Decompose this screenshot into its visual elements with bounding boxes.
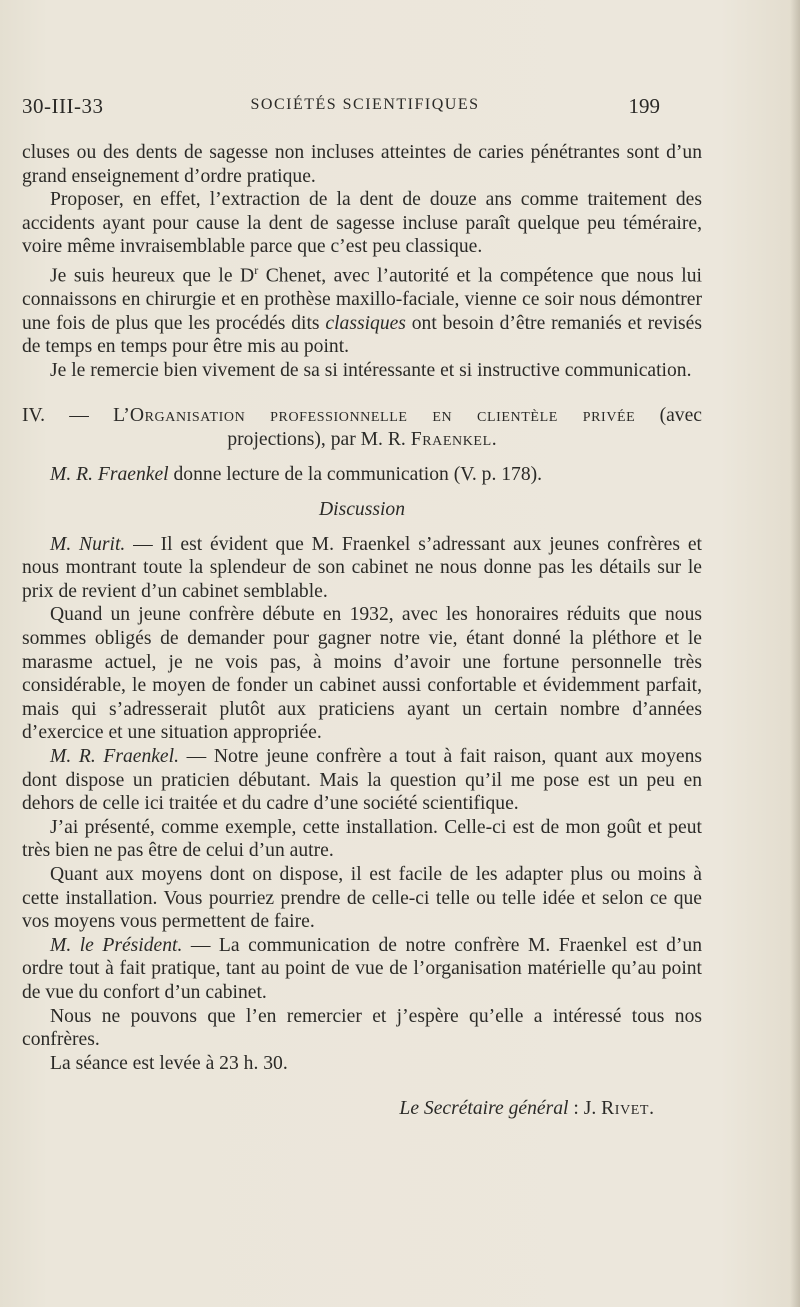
paragraph: J’ai présenté, comme exemple, cette installation. Celle-ci est de mon goût et peut très bien ne pas être de celui d’un autre. <box>22 816 702 862</box>
paragraph-nurit: M. Nurit. — Il est évident que M. Fraenkel s’adressant aux jeunes confrères et nous montrant toute la splendeur de son cabinet ne nous donne pas les détails sur le prix de revient d’un cabinet semblable. <box>22 533 702 602</box>
paragraph: Quand un jeune confrère débute en 1932, avec les honoraires réduits que nous sommes obligés de demander pour gagner notre vie, étant donné la pléthore et le marasme actuel, je ne vois pas, à moins d’avoir une fortune personnelle très considérable, le moyen de fonder un cabinet aussi confortable et évidemment parfait, mais qui s’adresserait plutôt aux praticiens ayant un certain nombre d’années d’exercice et une situation appropriée. <box>22 604 702 744</box>
paragraph-fraenkel: M. R. Fraenkel. — Notre jeune confrère a tout à fait raison, quant aux moyens dont dispose un praticien débutant. Mais la question qu’il me pose est un peu en dehors de celle ici traitée et du cadre d’une société scientifique. <box>22 746 703 815</box>
header-date: 30-III-33 <box>22 94 104 118</box>
page-edge-shadow <box>790 0 800 1307</box>
signature: Le Secrétaire général : J. Rivet. <box>399 1098 654 1120</box>
page-body <box>22 141 702 1121</box>
discussion-heading: Discussion <box>318 499 405 521</box>
lecture-line: M. R. Fraenkel donne lecture de la communication (V. p. 178). <box>50 464 543 486</box>
paragraph-president: M. le Président. — La communication de notre confrère M. Fraenkel est d’un ordre tout à fait pratique, tant au point de vue de l’organisation matérielle qu’au point de vue du confort d’un cabinet. <box>22 934 702 1003</box>
paragraph: La séance est levée à 23 h. 30. <box>50 1052 288 1074</box>
page-number: 199 <box>628 94 660 118</box>
paragraph: Je suis heureux que le $D^r$ Chenet, avec l’autorité et la compétence que nous lui connaissons en chirurgie et en prothèse maxillo-faciale, vienne ce soir nous démontrer une fois de plus que les procédés dits classiques ont besoin d’être remaniés et revisés de temps en temps pour être mis au point. <box>22 262 702 358</box>
running-header <box>22 94 708 124</box>
header-title: SOCIÉTÉS SCIENTIFIQUES <box>250 96 480 113</box>
paragraph: Proposer, en effet, l’extraction de la dent de douze ans comme traitement des accidents ayant pour cause la dent de sagesse incluse paraît quelque peu téméraire, voire même invraisemblable parce que c’est peu classique. <box>22 189 702 258</box>
paragraph: Nous ne pouvons que l’en remercier et j’espère qu’elle a intéressé tous nos confrères. <box>22 1005 702 1051</box>
paragraph-continued: cluses ou des dents de sagesse non incluses atteintes de caries pénétrantes sont d’un grand enseignement d’ordre pratique. <box>22 142 702 187</box>
section-heading: IV. — L’Organisation professionnelle en clientèle privée (avec projections), par M. R. Fraenkel. <box>22 405 702 451</box>
paragraph: Quant aux moyens dont on dispose, il est facile de les adapter plus ou moins à cette installation. Vous pourriez prendre de celle-ci telle ou telle idée et selon ce que vos moyens vous permettent de faire. <box>22 863 702 933</box>
paragraph: Je le remercie bien vivement de sa si intéressante et si instructive communication. <box>50 359 692 381</box>
